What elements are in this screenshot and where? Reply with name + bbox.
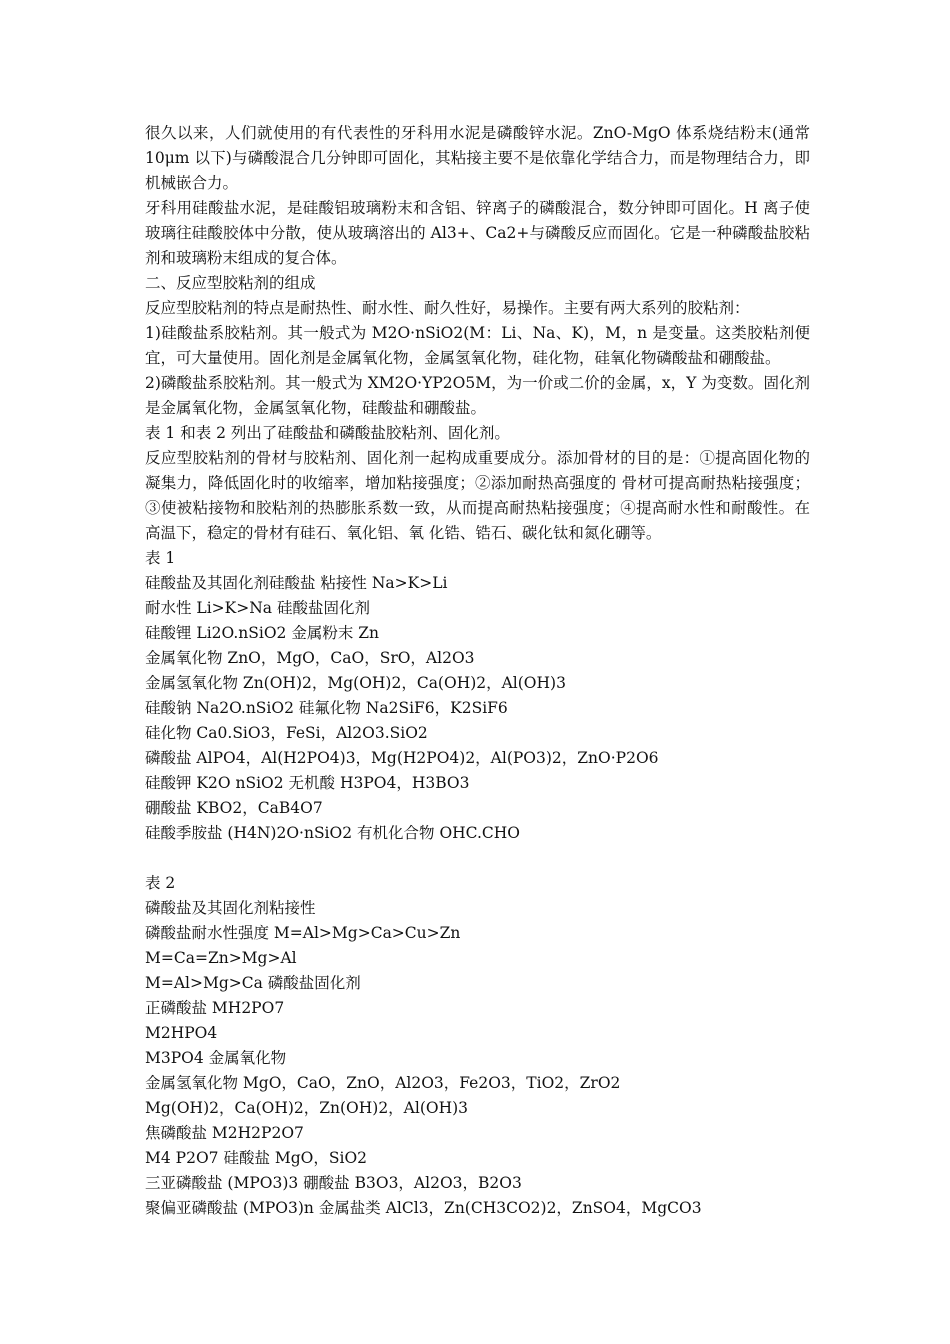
table-1: [145, 546, 810, 846]
blank-line: [145, 846, 810, 871]
paragraph-silicate-adhesive: 1)硅酸盐系胶粘剂。其一般式为 M2O·nSiO2(M：Li、Na、K)，M，n 是变量。这类胶粘剂便宜，可大量使用。固化剂是金属氧化物，金属氢氧化物，硅化物，硅氧化物磷酸盐和硼酸盐。: [145, 324, 810, 367]
table-2-title: 表 2: [145, 874, 176, 892]
table-1-line: 硅酸钠 Na2O.nSiO2 硅氟化物 Na2SiF6，K2SiF6: [145, 699, 508, 717]
table-2-line: M3PO4 金属氧化物: [145, 1049, 287, 1067]
section-heading-composition: 二、反应型胶粘剂的组成: [145, 274, 316, 292]
table-2-line: M4 P2O7 硅酸盐 MgO，SiO2: [145, 1149, 368, 1167]
paragraph-dental-silicate: 牙科用硅酸盐水泥，是硅酸铝玻璃粉末和含铝、锌离子的磷酸混合，数分钟即可固化。H 离子使玻璃往硅酸胶体中分散，使从玻璃溶出的 Al3+、Ca2+与磷酸反应而固化。它是一种磷酸盐胶粘剂和玻璃粉末组成的复合体。: [145, 199, 810, 267]
table-1-line: 硅酸钾 K2O nSiO2 无机酸 H3PO4，H3BO3: [145, 774, 470, 792]
paragraph-features: 反应型胶粘剂的特点是耐热性、耐水性、耐久性好，易操作。主要有两大系列的胶粘剂：: [145, 299, 750, 317]
paragraph-dental-zinc-phosphate: 很久以来，人们就使用的有代表性的牙科用水泥是磷酸锌水泥。ZnO-MgO 体系烧结粉末(通常 10μm 以下)与磷酸混合几分钟即可固化，其粘接主要不是依靠化学结合力，而是物理结合力，即机械嵌合力。: [145, 124, 810, 192]
table-2-line: Mg(OH)2，Ca(OH)2，Zn(OH)2，Al(OH)3: [145, 1099, 469, 1117]
table-1-line: 金属氢氧化物 Zn(OH)2，Mg(OH)2，Ca(OH)2，Al(OH)3: [145, 674, 566, 692]
table-1-line: 硅酸锂 Li2O.nSiO2 金属粉末 Zn: [145, 624, 379, 642]
table-2-line: 三亚磷酸盐 (MPO3)3 硼酸盐 B3O3，Al2O3，B2O3: [145, 1174, 522, 1192]
table-2-line: 正磷酸盐 MH2PO7: [145, 999, 285, 1017]
table-2-line: 磷酸盐耐水性强度 M=Al>Mg>Ca>Cu>Zn: [145, 924, 461, 942]
table-2-line: 聚偏亚磷酸盐 (MPO3)n 金属盐类 AlCl3，Zn(CH3CO2)2，ZnSO4，MgCO3: [145, 1199, 702, 1217]
table-1-line: 硅酸盐及其固化剂硅酸盐 粘接性 Na>K>Li: [145, 574, 448, 592]
table-2: [145, 871, 810, 1221]
table-2-line: 焦磷酸盐 M2H2P2O7: [145, 1124, 304, 1142]
table-1-line: 磷酸盐 AlPO4，Al(H2PO4)3，Mg(H2PO4)2，Al(PO3)2，ZnO·P2O6: [145, 749, 659, 767]
table-2-line: M=Al>Mg>Ca 磷酸盐固化剂: [145, 974, 361, 992]
document-body: [145, 121, 810, 1221]
table-1-line: 金属氧化物 ZnO，MgO，CaO，SrO，Al2O3: [145, 649, 475, 667]
paragraph-phosphate-adhesive: 2)磷酸盐系胶粘剂。其一般式为 XM2O·YP2O5M，为一价或二价的金属，x，Y 为变数。固化剂是金属氧化物，金属氢氧化物，硅酸盐和硼酸盐。: [145, 374, 810, 417]
table-1-line: 耐水性 Li>K>Na 硅酸盐固化剂: [145, 599, 370, 617]
table-2-line: 金属氢氧化物 MgO，CaO，ZnO，Al2O3，Fe2O3，TiO2，ZrO2: [145, 1074, 621, 1092]
table-1-line: 硼酸盐 KBO2，CaB4O7: [145, 799, 323, 817]
table-2-line: 磷酸盐及其固化剂粘接性: [145, 899, 316, 917]
table-1-title: 表 1: [145, 549, 176, 567]
table-1-line: 硅化物 Ca0.SiO3，FeSi，Al2O3.SiO2: [145, 724, 428, 742]
paragraph-table-intro: 表 1 和表 2 列出了硅酸盐和磷酸盐胶粘剂、固化剂。: [145, 424, 510, 442]
table-2-line: M2HPO4: [145, 1024, 218, 1042]
table-2-line: M=Ca=Zn>Mg>Al: [145, 949, 297, 967]
paragraph-aggregate: 反应型胶粘剂的骨材与胶粘剂、固化剂一起构成重要成分。添加骨材的目的是：①提高固化物的凝集力，降低固化时的收缩率，增加粘接强度；②添加耐热高强度的 骨材可提高耐热粘接强度；③使被粘接物和胶粘剂的热膨胀系数一致，从而提高耐热粘接强度；④提高耐水性和耐酸性。在高温下，稳定的骨材有硅石、氧化铝、氧 化锆、锆石、碳化钛和氮化硼等。: [145, 449, 810, 542]
table-1-line: 硅酸季胺盐 (H4N)2O·nSiO2 有机化合物 OHC.CHO: [145, 824, 520, 842]
